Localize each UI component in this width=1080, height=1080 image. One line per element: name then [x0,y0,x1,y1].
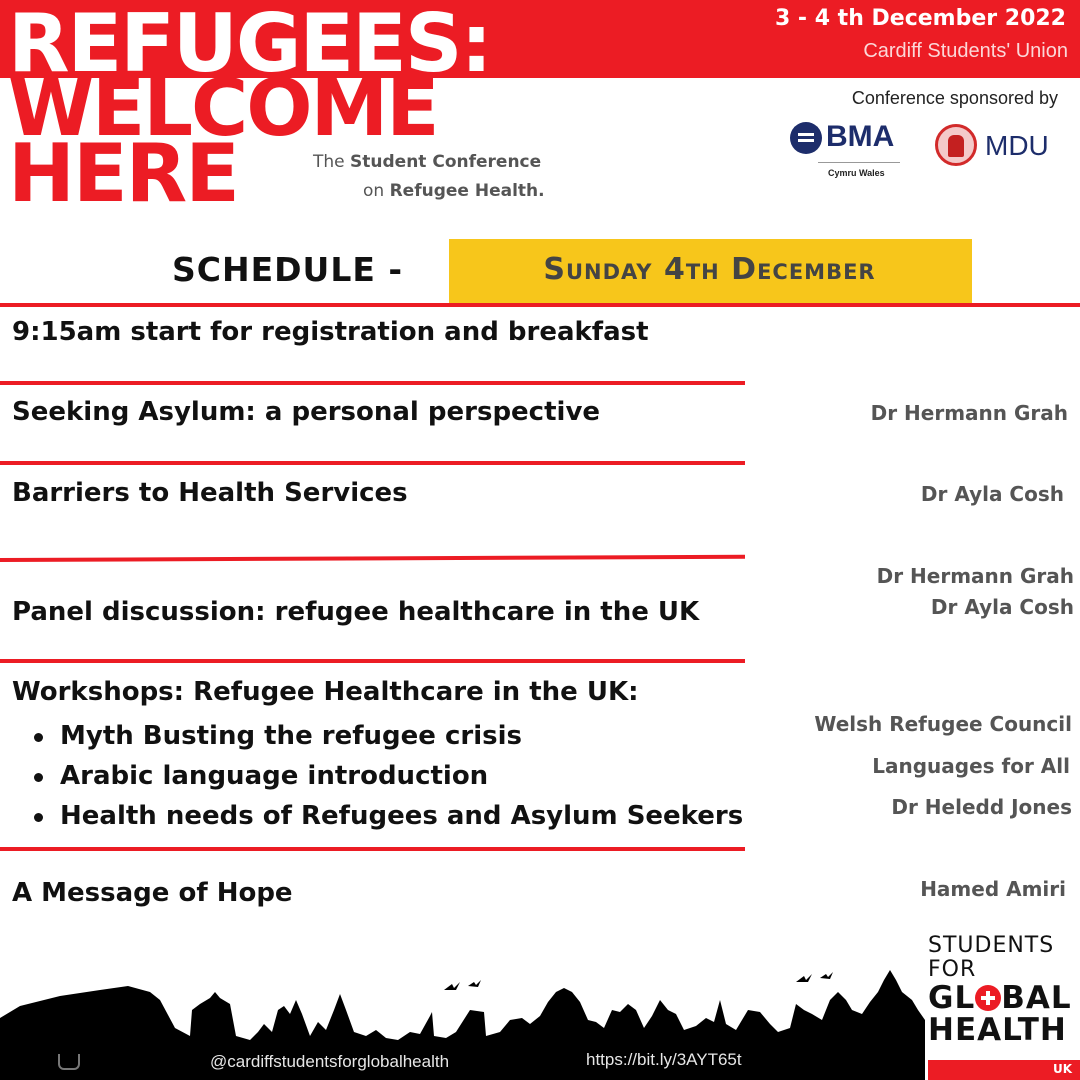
divider [0,847,745,851]
sfgh-uk-label: UK [1052,1062,1072,1076]
speaker-languages-for-all: Languages for All [872,754,1070,778]
mdu-logo-text: MDU [985,130,1049,161]
workshop-item-myth-busting: Myth Busting the refugee crisis [12,716,743,756]
cardiff-skyline-illustration [0,940,925,1048]
bma-logo-text: BMA [826,120,895,153]
sfgh-logo-gl: GL [928,980,976,1016]
title-line-2: WELCOME [8,64,438,154]
subtitle-refugee-health: Refugee Health. [389,181,545,201]
subtitle-on: on [363,181,385,201]
divider [0,555,745,562]
speaker-ayla-cosh: Dr Ayla Cosh [920,482,1064,506]
schedule-label: SCHEDULE - [172,250,404,289]
divider-top [0,303,1080,307]
bma-logo-subtext: Cymru Wales [828,168,885,178]
sponsored-by-label: Conference sponsored by [851,88,1058,108]
session-title-barriers: Barriers to Health Services [12,478,408,508]
schedule-day: Sunday 4th December [543,252,876,287]
divider [0,461,745,465]
mdu-logo [935,124,1065,174]
workshop-item-arabic: Arabic language introduction [12,756,743,796]
bma-logo-rule [818,162,900,163]
speaker-ayla-cosh: Dr Ayla Cosh [930,595,1074,619]
sfgh-logo-word-students: STUDENTS [928,933,1055,958]
sfgh-logo-word-for: FOR [928,957,977,982]
divider [0,659,745,663]
title-line-3: HERE [8,127,238,220]
session-title-registration: 9:15am start for registration and breakfast [12,317,649,347]
bma-logo [790,118,910,190]
red-cross-icon [975,985,1001,1011]
sfgh-logo-bal: BAL [1001,980,1072,1016]
subtitle-line-2 [313,177,573,206]
instagram-icon [58,1054,80,1070]
subtitle-student-conference: Student Conference [350,152,542,172]
sfgh-logo-word-global [928,982,1080,1014]
mdu-emblem-icon [935,124,977,166]
conference-subtitle [313,148,573,206]
workshop-list [12,716,743,836]
footer-bar [0,1046,925,1080]
students-for-global-health-logo [928,934,1080,1080]
speaker-heledd-jones: Dr Heledd Jones [891,795,1072,819]
divider [0,381,745,385]
title-line-1: REFUGEES: [8,0,491,90]
booking-link[interactable]: https://bit.ly/3AYT65t [586,1050,742,1069]
speaker-welsh-refugee-council: Welsh Refugee Council [814,712,1072,736]
session-title-message-of-hope: A Message of Hope [12,878,293,908]
bma-emblem-icon [790,122,822,154]
sfgh-logo-word-health: HEALTH [928,1012,1067,1048]
event-venue: Cardiff Students' Union [863,40,1068,62]
speaker-hermann-grah: Dr Hermann Grah [876,564,1074,588]
social-handle: @cardiffstudentsforglobalhealth [210,1052,450,1071]
event-dates: 3 - 4 th December 2022 [774,6,1066,31]
speaker-hamed-amiri: Hamed Amiri [920,877,1066,901]
subtitle-the: The [313,152,345,172]
session-title-workshops: Workshops: Refugee Healthcare in the UK: [12,677,639,707]
workshop-item-health-needs: Health needs of Refugees and Asylum Seekers [12,796,743,836]
session-title-panel: Panel discussion: refugee healthcare in the UK [12,597,700,627]
session-title-seeking-asylum: Seeking Asylum: a personal perspective [12,397,601,427]
speaker-hermann-grah: Dr Hermann Grah [870,401,1068,425]
